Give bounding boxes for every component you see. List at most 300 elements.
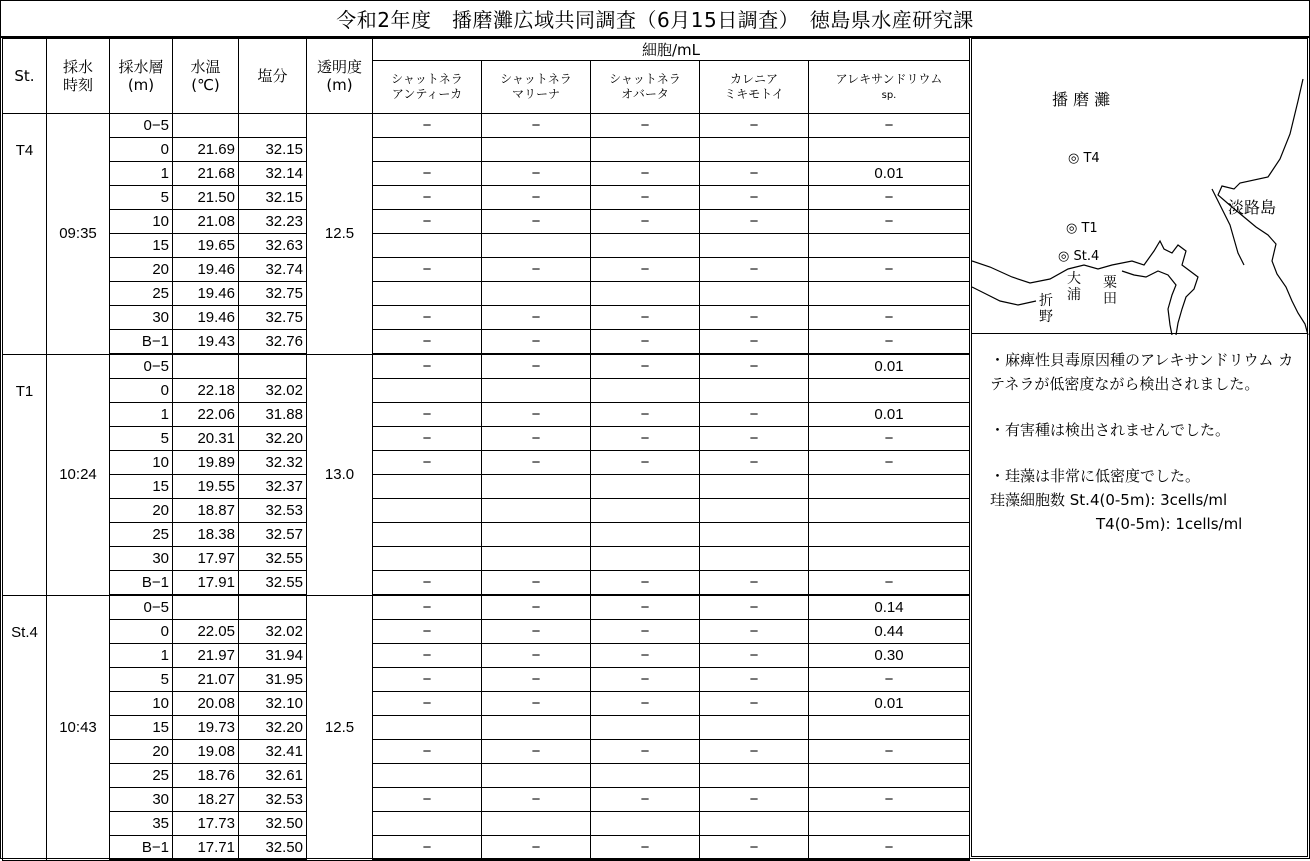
header-species: アレキサンドリウム sp.: [809, 61, 970, 114]
header-depth: 採水層 (m): [110, 39, 173, 114]
cell-count: −: [373, 595, 482, 620]
table-row: [3, 836, 970, 861]
cell-count: −: [373, 571, 482, 596]
cell-count: [700, 282, 809, 306]
cell-count: −: [482, 427, 591, 451]
depth-cell: 20: [110, 258, 173, 282]
temp-cell: 19.89: [173, 451, 239, 475]
table-row: [3, 788, 970, 812]
cell-count: −: [700, 258, 809, 282]
salinity-cell: 32.02: [239, 379, 307, 403]
depth-cell: 0: [110, 379, 173, 403]
cell-count: [482, 475, 591, 499]
cell-count: [591, 282, 700, 306]
depth-cell: 15: [110, 716, 173, 740]
temp-cell: [173, 114, 239, 138]
cell-count: −: [809, 836, 970, 861]
cell-count: −: [482, 595, 591, 620]
cell-count: [700, 499, 809, 523]
cell-count: −: [809, 427, 970, 451]
cell-count: −: [700, 330, 809, 355]
table-row: [3, 379, 970, 403]
salinity-cell: [239, 595, 307, 620]
temp-cell: 21.97: [173, 644, 239, 668]
cell-count: −: [700, 186, 809, 210]
header-species: シャットネラ アンティーカ: [373, 61, 482, 114]
temp-cell: 21.08: [173, 210, 239, 234]
note-diatom: ・珪藻は非常に低密度でした。: [990, 467, 1201, 485]
table-row: [3, 475, 970, 499]
salinity-cell: 32.75: [239, 282, 307, 306]
map-label-harima-nada: 播 磨 灘: [1052, 90, 1111, 109]
cell-count: −: [591, 451, 700, 475]
table-row: [3, 162, 970, 186]
header-salinity: 塩分: [239, 39, 307, 114]
cell-count: −: [482, 162, 591, 186]
temp-cell: [173, 595, 239, 620]
temp-cell: 18.38: [173, 523, 239, 547]
cell-count: −: [809, 186, 970, 210]
cell-count: −: [591, 595, 700, 620]
cell-count: [700, 523, 809, 547]
salinity-cell: 32.53: [239, 499, 307, 523]
table-row: [3, 330, 970, 355]
cell-count: [482, 764, 591, 788]
map-label-awaji: 淡路島: [1228, 198, 1277, 217]
cell-count: −: [700, 668, 809, 692]
depth-cell: 25: [110, 523, 173, 547]
cell-count: −: [700, 620, 809, 644]
salinity-cell: 32.20: [239, 716, 307, 740]
temp-cell: 18.27: [173, 788, 239, 812]
station-cell: St.4: [3, 595, 47, 860]
note-diatom-count-st4: 珪藻細胞数 St.4(0-5m): 3cells/ml: [990, 491, 1228, 509]
cell-count: −: [809, 451, 970, 475]
cell-count: −: [700, 644, 809, 668]
salinity-cell: 32.50: [239, 812, 307, 836]
cell-count: [591, 523, 700, 547]
cell-count: −: [809, 258, 970, 282]
cell-count: [373, 716, 482, 740]
salinity-cell: 32.55: [239, 571, 307, 596]
depth-cell: 10: [110, 210, 173, 234]
temp-cell: 19.73: [173, 716, 239, 740]
depth-cell: 30: [110, 547, 173, 571]
cell-count: −: [591, 354, 700, 379]
cell-count: −: [809, 210, 970, 234]
cell-count: −: [591, 571, 700, 596]
temp-cell: 19.46: [173, 258, 239, 282]
table-row: [3, 451, 970, 475]
cell-count: −: [373, 451, 482, 475]
temp-cell: 21.50: [173, 186, 239, 210]
cell-count: −: [591, 162, 700, 186]
cell-count: [373, 499, 482, 523]
temp-cell: 21.68: [173, 162, 239, 186]
cell-count: −: [482, 644, 591, 668]
table-row: [3, 403, 970, 427]
table-row: [3, 234, 970, 258]
temp-cell: 19.46: [173, 306, 239, 330]
cell-count: 0.14: [809, 595, 970, 620]
depth-cell: 1: [110, 162, 173, 186]
cell-count: [373, 234, 482, 258]
depth-cell: 0: [110, 138, 173, 162]
table-row: [3, 210, 970, 234]
cell-count: [482, 523, 591, 547]
cell-count: −: [373, 620, 482, 644]
temp-cell: 19.65: [173, 234, 239, 258]
salinity-cell: 32.50: [239, 836, 307, 861]
depth-cell: 15: [110, 475, 173, 499]
cell-count: −: [373, 306, 482, 330]
cell-count: [482, 138, 591, 162]
temp-cell: 21.07: [173, 668, 239, 692]
cell-count: [700, 764, 809, 788]
depth-cell: 25: [110, 282, 173, 306]
cell-count: −: [373, 114, 482, 138]
table-row: [3, 692, 970, 716]
cell-count: [482, 282, 591, 306]
cell-count: −: [809, 740, 970, 764]
station-cell: T1: [3, 354, 47, 595]
salinity-cell: 32.41: [239, 740, 307, 764]
cell-count: −: [591, 740, 700, 764]
salinity-cell: 32.61: [239, 764, 307, 788]
table-row: [3, 547, 970, 571]
salinity-cell: 32.15: [239, 138, 307, 162]
table-row: [3, 764, 970, 788]
cell-count: −: [482, 186, 591, 210]
cell-count: −: [373, 740, 482, 764]
cell-count: [809, 547, 970, 571]
temp-cell: 20.31: [173, 427, 239, 451]
depth-cell: 0−5: [110, 354, 173, 379]
cell-count: −: [482, 258, 591, 282]
note-alexandrium: ・麻痺性貝毒原因種のアレキサンドリウム カテネラが低密度ながら検出されました。: [990, 351, 1294, 393]
temp-cell: 20.08: [173, 692, 239, 716]
salinity-cell: 32.57: [239, 523, 307, 547]
header-cells: 細胞/mL: [373, 39, 970, 61]
temp-cell: 22.05: [173, 620, 239, 644]
table-row: [3, 306, 970, 330]
cell-count: −: [482, 692, 591, 716]
cell-count: −: [591, 668, 700, 692]
map-station-t1: ◎ T1: [1066, 221, 1098, 236]
map-label-awata: 粟田: [1103, 275, 1117, 307]
cell-count: −: [482, 114, 591, 138]
cell-count: −: [373, 836, 482, 861]
temp-cell: 19.55: [173, 475, 239, 499]
cell-count: [809, 379, 970, 403]
cell-count: [809, 282, 970, 306]
coast-detail: [972, 287, 1036, 305]
cell-count: [373, 282, 482, 306]
salinity-cell: 32.23: [239, 210, 307, 234]
cell-count: [809, 523, 970, 547]
table-row: [3, 740, 970, 764]
salinity-cell: 31.94: [239, 644, 307, 668]
cell-count: [700, 234, 809, 258]
cell-count: [482, 234, 591, 258]
salinity-cell: 32.74: [239, 258, 307, 282]
table-body: [3, 114, 970, 861]
cell-count: [482, 812, 591, 836]
salinity-cell: 31.95: [239, 668, 307, 692]
header-time: 採水 時刻: [47, 39, 110, 114]
cell-count: [591, 234, 700, 258]
map-station-t4: ◎ T4: [1068, 151, 1100, 166]
table-row: [3, 282, 970, 306]
cell-count: −: [373, 186, 482, 210]
cell-count: 0.01: [809, 403, 970, 427]
cell-count: −: [482, 451, 591, 475]
cell-count: −: [591, 620, 700, 644]
header-transparency: 透明度 (m): [307, 39, 373, 114]
cell-count: [482, 499, 591, 523]
cell-count: −: [591, 306, 700, 330]
cell-count: −: [373, 354, 482, 379]
salinity-cell: 32.32: [239, 451, 307, 475]
cell-count: −: [373, 162, 482, 186]
location-map: [971, 38, 1308, 334]
cell-count: −: [700, 692, 809, 716]
temp-cell: 21.69: [173, 138, 239, 162]
station-cell: T4: [3, 114, 47, 355]
cell-count: 0.30: [809, 644, 970, 668]
cell-count: −: [591, 692, 700, 716]
bay-inlet: [1122, 271, 1176, 335]
time-cell: 09:35: [47, 114, 110, 355]
salinity-cell: 32.53: [239, 788, 307, 812]
map-label-ourau: 大浦: [1067, 271, 1081, 303]
cell-count: [809, 475, 970, 499]
cell-count: −: [482, 354, 591, 379]
cell-count: −: [809, 668, 970, 692]
time-cell: 10:43: [47, 595, 110, 860]
depth-cell: B−1: [110, 571, 173, 596]
salinity-cell: 31.88: [239, 403, 307, 427]
table-row: [3, 114, 970, 138]
cell-count: −: [591, 836, 700, 861]
cell-count: 0.01: [809, 354, 970, 379]
cell-count: −: [700, 740, 809, 764]
cell-count: [700, 716, 809, 740]
header-species: シャットネラ マリーナ: [482, 61, 591, 114]
temp-cell: 18.87: [173, 499, 239, 523]
note-diatom-count-t4: T4(0-5m): 1cells/ml: [1096, 515, 1243, 533]
salinity-cell: 32.20: [239, 427, 307, 451]
cell-count: [591, 379, 700, 403]
cell-count: −: [482, 788, 591, 812]
cell-count: −: [373, 210, 482, 234]
temp-cell: 17.73: [173, 812, 239, 836]
cell-count: −: [809, 306, 970, 330]
header-temp: 水温 (℃): [173, 39, 239, 114]
header-species: シャットネラ オバータ: [591, 61, 700, 114]
temp-cell: 19.43: [173, 330, 239, 355]
temp-cell: 19.08: [173, 740, 239, 764]
depth-cell: 25: [110, 764, 173, 788]
cell-count: −: [482, 330, 591, 355]
time-cell: 10:24: [47, 354, 110, 595]
cell-count: 0.01: [809, 162, 970, 186]
table-row: [3, 571, 970, 596]
cell-count: [591, 547, 700, 571]
cell-count: [700, 475, 809, 499]
cell-count: −: [809, 788, 970, 812]
cell-count: −: [591, 788, 700, 812]
cell-count: [373, 547, 482, 571]
temp-cell: 17.91: [173, 571, 239, 596]
cell-count: [373, 523, 482, 547]
temp-cell: 22.18: [173, 379, 239, 403]
cell-count: [809, 812, 970, 836]
table-row: [3, 186, 970, 210]
temp-cell: 19.46: [173, 282, 239, 306]
depth-cell: 10: [110, 451, 173, 475]
cell-count: [482, 716, 591, 740]
table-row: [3, 258, 970, 282]
salinity-cell: 32.02: [239, 620, 307, 644]
table-row: [3, 620, 970, 644]
depth-cell: 5: [110, 668, 173, 692]
cell-count: −: [373, 692, 482, 716]
cell-count: −: [591, 427, 700, 451]
cell-count: −: [591, 403, 700, 427]
salinity-cell: [239, 354, 307, 379]
cell-count: −: [482, 620, 591, 644]
cell-count: −: [373, 427, 482, 451]
depth-cell: 20: [110, 499, 173, 523]
salinity-cell: 32.14: [239, 162, 307, 186]
header-species: カレニア ミキモトイ: [700, 61, 809, 114]
cell-count: [700, 547, 809, 571]
depth-cell: 5: [110, 427, 173, 451]
salinity-cell: 32.63: [239, 234, 307, 258]
cell-count: −: [700, 788, 809, 812]
salinity-cell: 32.10: [239, 692, 307, 716]
table-row: [3, 523, 970, 547]
cell-count: −: [700, 451, 809, 475]
cell-count: −: [700, 354, 809, 379]
note-harmful: ・有害種は検出されませんでした。: [990, 421, 1231, 439]
table-row: [3, 138, 970, 162]
notes-panel: [971, 334, 1308, 857]
temp-cell: 17.71: [173, 836, 239, 861]
cell-count: −: [591, 258, 700, 282]
salinity-cell: 32.75: [239, 306, 307, 330]
temp-cell: 18.76: [173, 764, 239, 788]
depth-cell: 0: [110, 620, 173, 644]
temp-cell: [173, 354, 239, 379]
cell-count: −: [482, 403, 591, 427]
table-row: [3, 595, 970, 620]
cell-count: −: [482, 836, 591, 861]
cell-count: [591, 499, 700, 523]
cell-count: [700, 379, 809, 403]
cell-count: −: [373, 330, 482, 355]
transparency-cell: 12.5: [307, 595, 373, 860]
table-row: [3, 354, 970, 379]
cell-count: [809, 499, 970, 523]
coastline-map: [972, 39, 1309, 335]
cell-count: 0.44: [809, 620, 970, 644]
cell-count: 0.01: [809, 692, 970, 716]
survey-table: [2, 38, 970, 861]
cell-count: [809, 716, 970, 740]
cell-count: −: [373, 644, 482, 668]
depth-cell: 5: [110, 186, 173, 210]
table-row: [3, 812, 970, 836]
cell-count: −: [591, 644, 700, 668]
cell-count: −: [591, 114, 700, 138]
cell-count: −: [700, 427, 809, 451]
cell-count: −: [482, 740, 591, 764]
cell-count: −: [482, 668, 591, 692]
cell-count: −: [373, 668, 482, 692]
cell-count: −: [700, 403, 809, 427]
cell-count: [700, 812, 809, 836]
cell-count: [482, 547, 591, 571]
cell-count: −: [809, 330, 970, 355]
table-row: [3, 427, 970, 451]
cell-count: [373, 379, 482, 403]
cell-count: −: [373, 788, 482, 812]
table-row: [3, 499, 970, 523]
cell-count: −: [700, 595, 809, 620]
salinity-cell: 32.76: [239, 330, 307, 355]
cell-count: −: [482, 571, 591, 596]
depth-cell: 30: [110, 306, 173, 330]
cell-count: −: [373, 403, 482, 427]
depth-cell: 30: [110, 788, 173, 812]
depth-cell: 0−5: [110, 595, 173, 620]
cell-count: −: [700, 210, 809, 234]
salinity-cell: 32.55: [239, 547, 307, 571]
cell-count: −: [591, 186, 700, 210]
depth-cell: 20: [110, 740, 173, 764]
depth-cell: 1: [110, 403, 173, 427]
depth-cell: B−1: [110, 836, 173, 861]
cell-count: −: [591, 330, 700, 355]
transparency-cell: 12.5: [307, 114, 373, 355]
salinity-cell: [239, 114, 307, 138]
transparency-cell: 13.0: [307, 354, 373, 595]
cell-count: −: [591, 210, 700, 234]
cell-count: [700, 138, 809, 162]
table-row: [3, 644, 970, 668]
cell-count: −: [482, 306, 591, 330]
cell-count: [809, 234, 970, 258]
cell-count: [809, 138, 970, 162]
cell-count: −: [809, 571, 970, 596]
depth-cell: 35: [110, 812, 173, 836]
cell-count: [373, 138, 482, 162]
cell-count: −: [700, 836, 809, 861]
cell-count: −: [809, 114, 970, 138]
table-row: [3, 668, 970, 692]
depth-cell: 0−5: [110, 114, 173, 138]
cell-count: −: [700, 306, 809, 330]
cell-count: [809, 764, 970, 788]
cell-count: [373, 812, 482, 836]
depth-cell: 15: [110, 234, 173, 258]
table-row: [3, 716, 970, 740]
cell-count: [591, 812, 700, 836]
temp-cell: 17.97: [173, 547, 239, 571]
cell-count: [591, 475, 700, 499]
